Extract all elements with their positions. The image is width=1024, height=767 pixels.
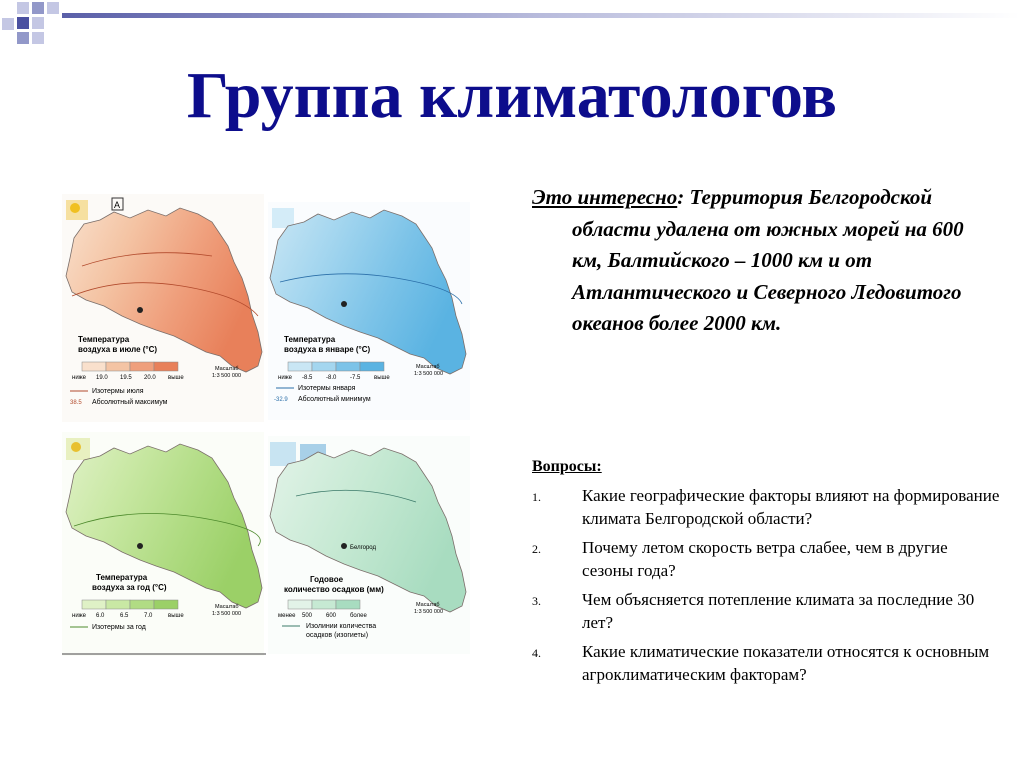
legend-line-text: осадков (изогиеты) — [306, 632, 369, 639]
map-title-line1: Температура — [284, 335, 336, 344]
legend-swatch — [288, 600, 312, 609]
list-number: 2. — [532, 542, 541, 556]
legend-swatch — [106, 362, 130, 371]
legend-swatch — [130, 600, 154, 609]
deco-square — [2, 18, 14, 30]
legend-swatch — [360, 362, 384, 371]
legend-swatch — [336, 362, 360, 371]
legend-swatch — [312, 600, 336, 609]
list-number: 1. — [532, 490, 541, 504]
map-title-line2: воздуха в январе (°С) — [284, 345, 371, 354]
legend-swatch — [312, 362, 336, 371]
legend-tick-label: -7.5 — [350, 375, 361, 381]
legend-line-text: Изотермы января — [298, 385, 356, 392]
legend-tick-label: выше — [168, 375, 184, 381]
legend-line-text: Изотермы за год — [92, 624, 146, 631]
legend-tick-label: 500 — [302, 613, 313, 619]
map-title-line2: воздуха за год (°С) — [92, 583, 167, 592]
deco-square — [17, 17, 29, 29]
scale-value: 1:3 500 000 — [414, 609, 444, 615]
list-text: Какие климатические показатели относятся к основным агроклиматическим факторам? — [582, 642, 990, 684]
scale-label: Масштаб — [416, 364, 440, 370]
page-title: Группа климатологов — [186, 59, 838, 132]
deco-square — [32, 32, 44, 44]
legend-tick-label: выше — [168, 613, 184, 619]
legend-tick-label: 6.0 — [96, 613, 105, 619]
list-item — [532, 640, 1002, 686]
list-text: Какие географические факторы влияют на формирование климата Белгородской области? — [582, 486, 1000, 528]
legend-tick-label: 6.5 — [120, 613, 129, 619]
list-number: 4. — [532, 646, 541, 660]
interesting-text: Территория Белгородской области удалена от южных морей на 600 км, Балтийского – 1000 км и от Атлантического и Северного Ледовитого океанов более 2000 км. — [572, 185, 964, 336]
rain-icon — [270, 442, 296, 466]
city-marker — [341, 543, 347, 549]
list-text: Чем объясняется потепление климата за последние 30 лет? — [582, 590, 975, 632]
questions-list — [532, 484, 1002, 692]
map-label-a: А — [114, 200, 121, 210]
legend-line-text: Абсолютный минимум — [298, 396, 371, 403]
legend-swatch — [288, 362, 312, 371]
interesting-lead: Это интересно — [532, 185, 678, 209]
legend-line-text: Изотермы июля — [92, 388, 144, 395]
list-item — [532, 484, 1002, 530]
deco-bar — [62, 13, 1020, 18]
map-title-line2: количество осадков (мм) — [284, 585, 384, 594]
legend-value: -32.9 — [274, 397, 288, 403]
scale-label: Масштаб — [215, 604, 239, 610]
map-title-line2: воздуха в июле (°С) — [78, 345, 158, 354]
legend-tick-label: менее — [278, 613, 296, 619]
climate-maps-figure — [60, 188, 472, 662]
city-marker — [341, 301, 347, 307]
legend-line-text: Абсолютный максимум — [92, 399, 168, 406]
city-marker — [137, 307, 143, 313]
legend-tick-label: 19.0 — [96, 375, 108, 381]
legend-tick-label: -8.0 — [326, 375, 337, 381]
scale-label: Масштаб — [215, 366, 239, 372]
legend-swatch — [154, 362, 178, 371]
legend-tick-label: -8.5 — [302, 375, 313, 381]
legend-swatch — [82, 600, 106, 609]
deco-square — [17, 32, 29, 44]
corner-decoration — [0, 0, 1024, 60]
map-title-line1: Температура — [96, 573, 148, 582]
map-title-line1: Температура — [78, 335, 130, 344]
map-january — [268, 202, 470, 420]
legend-tick-label: выше — [374, 375, 390, 381]
legend-tick-label: ниже — [72, 375, 87, 381]
legend-tick-label: ниже — [72, 613, 87, 619]
city-marker — [137, 543, 143, 549]
legend-tick-label: 7.0 — [144, 613, 153, 619]
legend-tick-label: ниже — [278, 375, 293, 381]
scale-value: 1:3 500 000 — [212, 373, 242, 379]
map-title-line1: Годовое — [310, 575, 344, 584]
legend-tick-label: более — [350, 613, 367, 619]
list-item — [532, 536, 1002, 582]
scale-label: Масштаб — [416, 602, 440, 608]
list-item — [532, 588, 1002, 634]
legend-swatch — [336, 600, 360, 609]
list-number: 3. — [532, 594, 541, 608]
legend-swatch — [154, 600, 178, 609]
deco-square — [32, 17, 44, 29]
legend-swatch — [106, 600, 130, 609]
list-text: Почему летом скорость ветра слабее, чем в другие сезоны года? — [582, 538, 948, 580]
questions-heading: Вопросы: — [532, 458, 602, 475]
legend-tick-label: 600 — [326, 613, 337, 619]
deco-square — [17, 2, 29, 14]
scale-value: 1:3 500 000 — [414, 371, 444, 377]
map-july — [62, 194, 264, 422]
legend-line-text: Изолинии количества — [306, 623, 377, 630]
map-precipitation — [268, 436, 470, 654]
map-annual — [62, 432, 266, 656]
legend-swatch — [82, 362, 106, 371]
scale-value: 1:3 500 000 — [212, 611, 242, 617]
legend-swatch — [130, 362, 154, 371]
city-label: Белгород — [350, 545, 377, 551]
legend-tick-label: 19.5 — [120, 375, 132, 381]
interesting-fact — [532, 182, 982, 340]
interesting-separator: : — [677, 185, 685, 209]
legend-tick-label: 20.0 — [144, 375, 156, 381]
legend-value: 38.5 — [70, 400, 82, 406]
deco-square — [47, 2, 59, 14]
deco-square — [32, 2, 44, 14]
